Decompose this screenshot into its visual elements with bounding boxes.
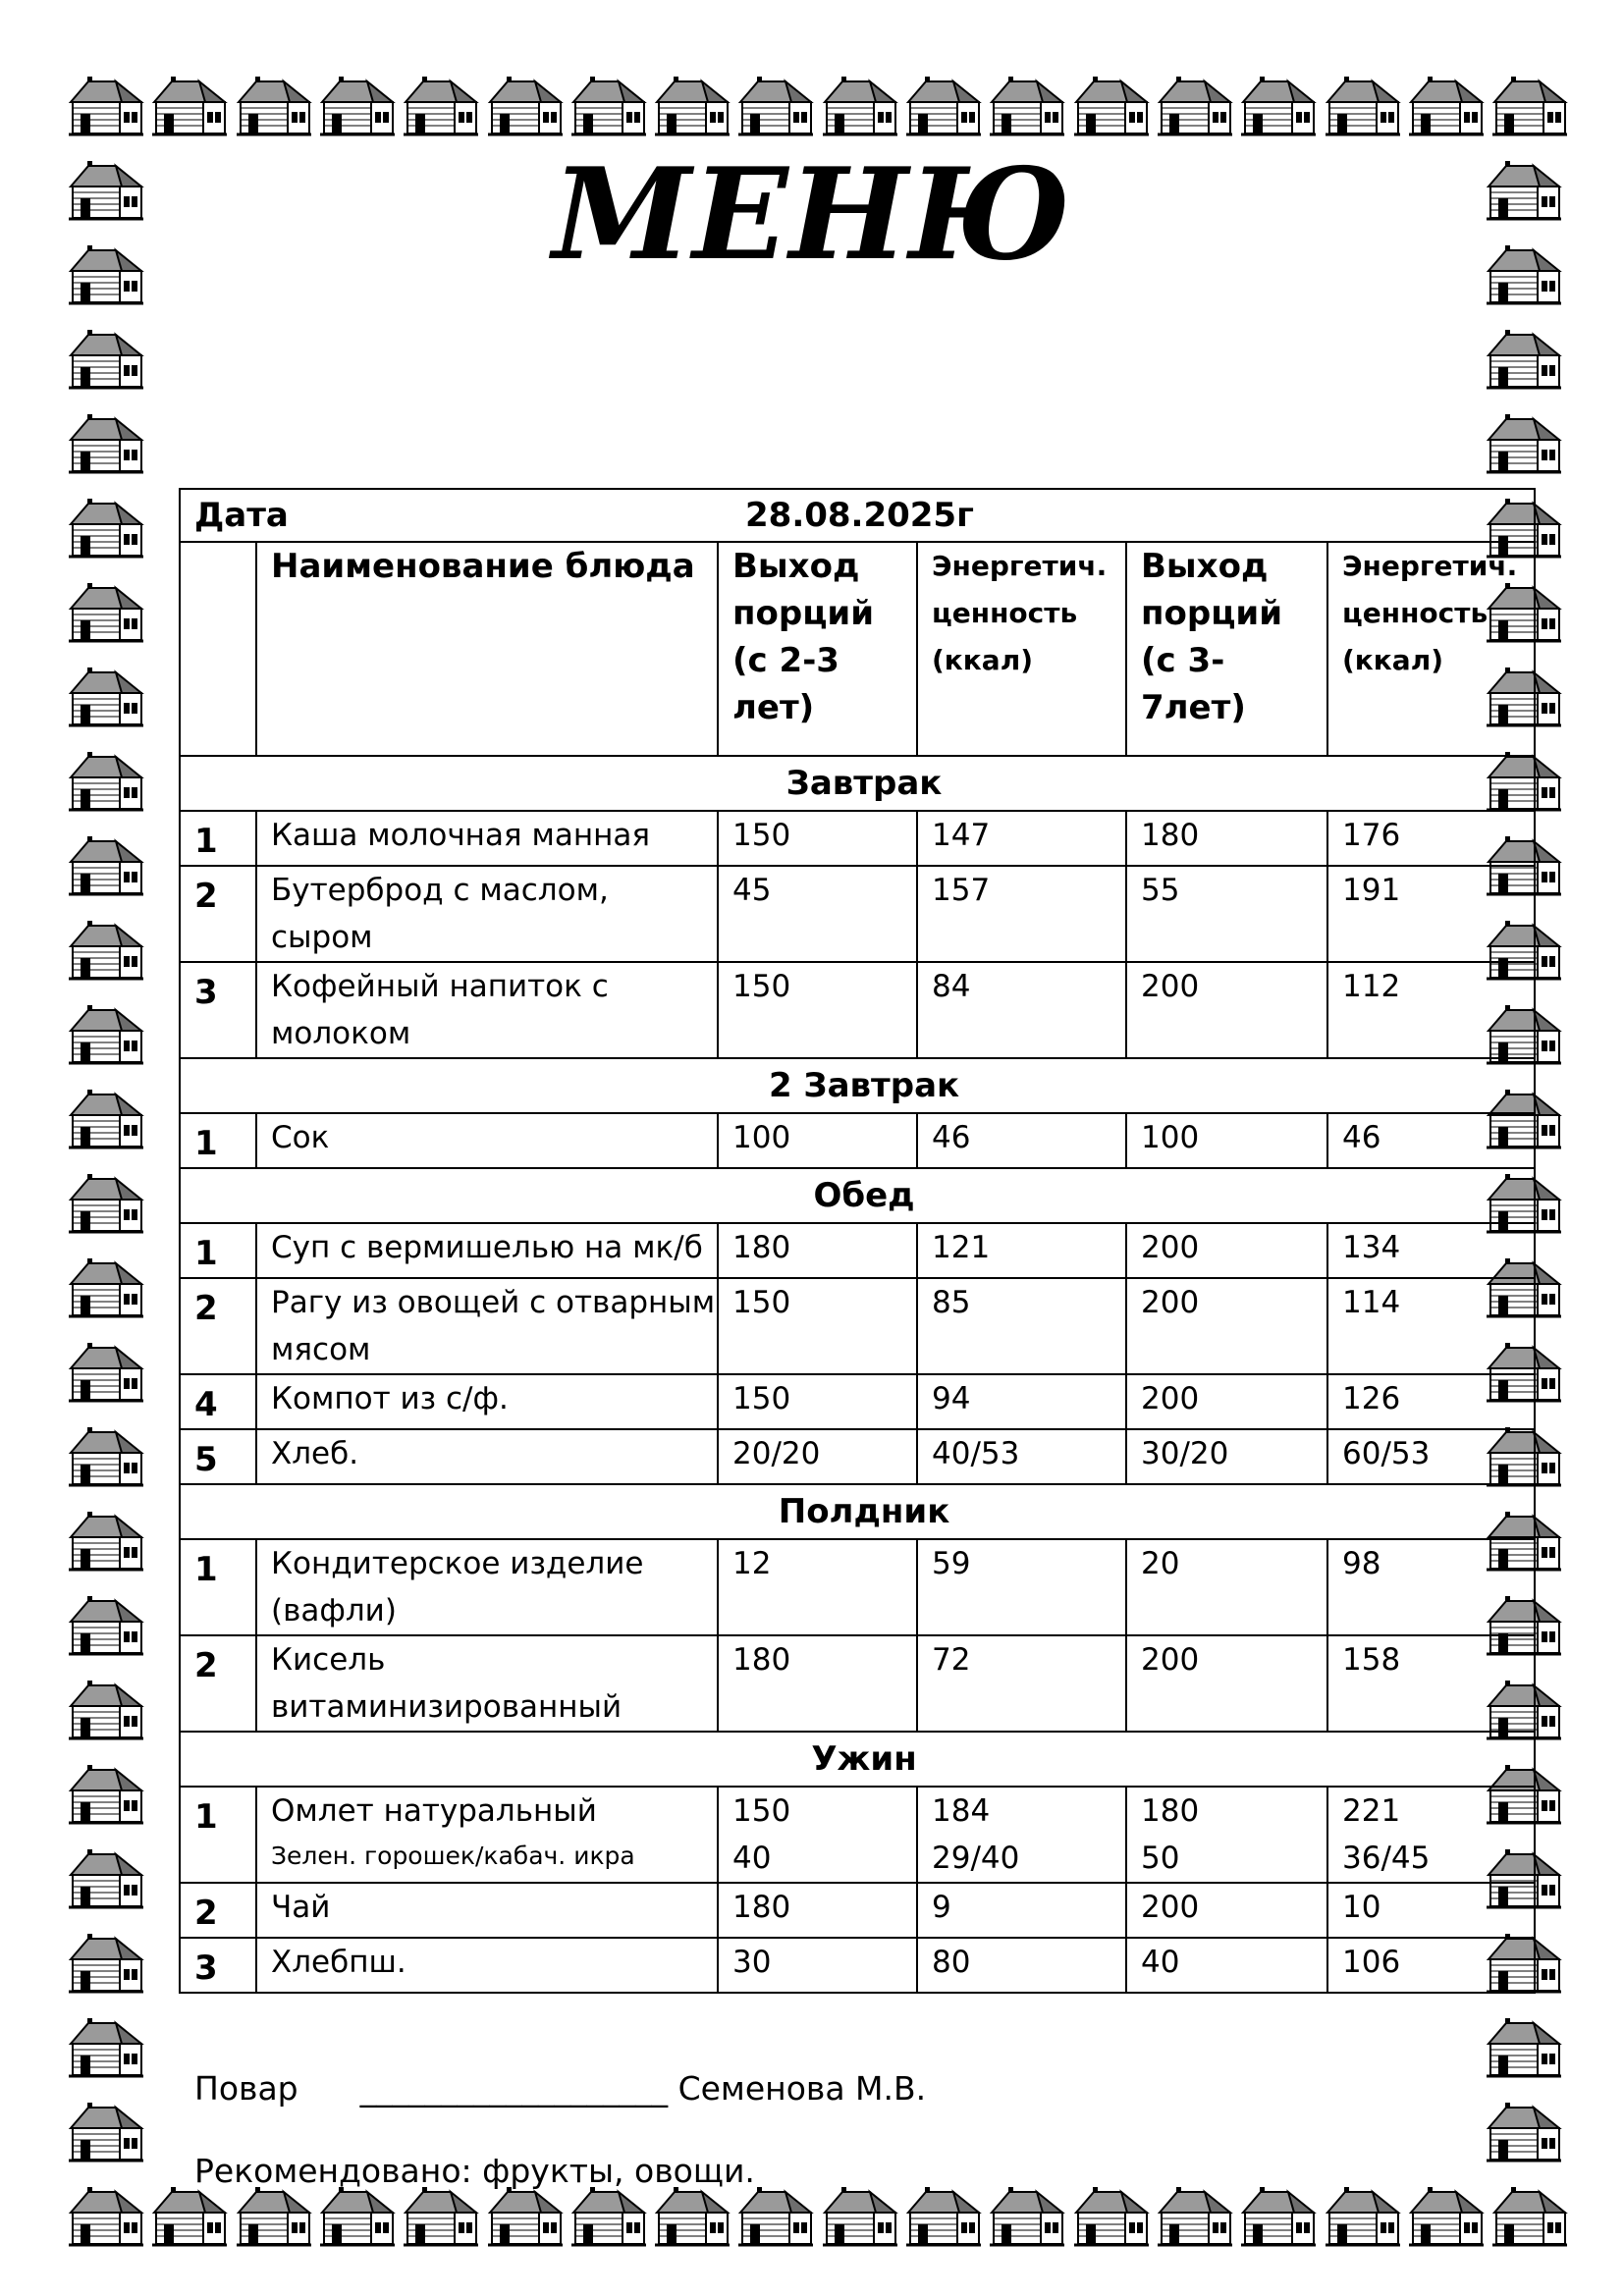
energy-young-cell <box>917 1278 1126 1374</box>
header-number <box>180 542 256 756</box>
date-label: Дата <box>180 489 718 542</box>
dish-number: 5 <box>180 1429 256 1484</box>
energy-old: 46 <box>1342 1120 1381 1155</box>
energy-young: 121 <box>932 1230 991 1265</box>
header-yield-young: Выход порций (с 2-3 лет) <box>718 542 917 756</box>
section-title: Полдник <box>180 1484 1535 1539</box>
energy-young-cell <box>917 1938 1126 1993</box>
energy-old-cell <box>1327 1883 1535 1938</box>
energy-old: 158 <box>1342 1642 1401 1678</box>
energy-old-cell <box>1327 1223 1535 1278</box>
house-icon <box>1407 75 1486 137</box>
dish-number: 1 <box>180 1787 256 1883</box>
yield-old-cell <box>1126 1787 1327 1883</box>
energy-young-cell <box>917 1113 1126 1168</box>
house-icon <box>67 1172 145 1235</box>
house-icon <box>1239 75 1318 137</box>
dish-number: 2 <box>180 1883 256 1938</box>
house-icon <box>67 412 145 475</box>
yield-old-cell <box>1126 1539 1327 1635</box>
house-icon <box>67 666 145 728</box>
energy-young: 40/53 <box>932 1436 1020 1471</box>
yield-young: 180 <box>732 1230 791 1265</box>
cook-signature-line: ___________________ <box>359 2069 669 2108</box>
dish-name: Бутерброд с маслом, сыром <box>271 873 609 955</box>
energy-young-cell <box>917 1374 1126 1429</box>
house-icon <box>821 75 899 137</box>
house-icon <box>1485 412 1563 475</box>
yield-young-cell <box>718 1113 917 1168</box>
dish-number: 2 <box>180 866 256 962</box>
house-icon <box>67 1932 145 1995</box>
yield-young: 20/20 <box>732 1436 821 1471</box>
energy-old: 176 <box>1342 818 1401 853</box>
section-row <box>180 1732 1535 1787</box>
house-icon <box>1239 2185 1318 2248</box>
house-icon <box>318 2185 397 2248</box>
dish-name-cell <box>256 1374 718 1429</box>
energy-old: 60/53 <box>1342 1436 1431 1471</box>
energy-old-extra: 36/45 <box>1342 1841 1431 1876</box>
section-title: 2 Завтрак <box>180 1058 1535 1113</box>
energy-young-cell <box>917 1429 1126 1484</box>
section-title: Ужин <box>180 1732 1535 1787</box>
energy-young-cell <box>917 1787 1126 1883</box>
energy-old: 10 <box>1342 1890 1381 1925</box>
dish-number: 2 <box>180 1278 256 1374</box>
energy-young: 72 <box>932 1642 971 1678</box>
energy-young-cell <box>917 866 1126 962</box>
dish-number: 3 <box>180 962 256 1058</box>
energy-old-cell <box>1327 866 1535 962</box>
date-row <box>180 489 1535 542</box>
dish-name: Омлет натуральный <box>271 1793 597 1829</box>
yield-old: 40 <box>1141 1945 1180 1980</box>
energy-old: 98 <box>1342 1546 1381 1581</box>
yield-young: 150 <box>732 818 791 853</box>
dish-row <box>180 1883 1535 1938</box>
menu-table <box>179 488 1536 1994</box>
dish-name-cell <box>256 1539 718 1635</box>
energy-young: 80 <box>932 1945 971 1980</box>
house-icon <box>67 75 145 137</box>
dish-name: Каша молочная манная <box>271 818 651 853</box>
dish-name-cell <box>256 866 718 962</box>
house-icon <box>569 75 648 137</box>
yield-young: 45 <box>732 873 772 908</box>
house-icon <box>1407 2185 1486 2248</box>
dish-name: Хлеб. <box>271 1436 359 1471</box>
dish-name-cell <box>256 1223 718 1278</box>
yield-young-cell <box>718 1883 917 1938</box>
house-icon <box>569 2185 648 2248</box>
house-icon <box>1156 75 1234 137</box>
dish-name-cell <box>256 1938 718 1993</box>
energy-old-cell <box>1327 1539 1535 1635</box>
yield-old-cell <box>1126 1938 1327 1993</box>
dish-name: Компот из с/ф. <box>271 1381 509 1416</box>
yield-young: 30 <box>732 1945 772 1980</box>
energy-young: 147 <box>932 818 991 853</box>
yield-old: 100 <box>1141 1120 1200 1155</box>
yield-old-cell <box>1126 1278 1327 1374</box>
energy-old-cell <box>1327 1113 1535 1168</box>
energy-young-cell <box>917 811 1126 866</box>
house-icon <box>67 2016 145 2079</box>
dish-number: 4 <box>180 1374 256 1429</box>
house-icon <box>67 1003 145 1066</box>
energy-old: 126 <box>1342 1381 1401 1416</box>
house-icon <box>736 75 815 137</box>
dish-name-cell <box>256 1883 718 1938</box>
yield-young-cell <box>718 1278 917 1374</box>
recommendation-note: Рекомендовано: фрукты, овощи. <box>194 2152 755 2190</box>
yield-young: 150 <box>732 1381 791 1416</box>
dish-name: Кофейный напиток с молоком <box>271 969 609 1051</box>
dish-name-cell <box>256 1278 718 1374</box>
section-row <box>180 756 1535 811</box>
energy-young: 157 <box>932 873 991 908</box>
energy-young: 84 <box>932 969 971 1004</box>
energy-old: 221 <box>1342 1793 1401 1829</box>
yield-old-cell <box>1126 1113 1327 1168</box>
energy-old-cell <box>1327 1374 1535 1429</box>
dish-name-cell <box>256 1787 718 1883</box>
header-energy-old: Энергетич. ценность (ккал) <box>1327 542 1535 756</box>
house-icon <box>235 75 313 137</box>
yield-young: 12 <box>732 1546 772 1581</box>
yield-old-cell <box>1126 811 1327 866</box>
dish-name-cell <box>256 1635 718 1732</box>
section-title: Завтрак <box>180 756 1535 811</box>
cook-name: Семенова М.В. <box>677 2069 927 2108</box>
yield-old-cell <box>1126 1374 1327 1429</box>
house-icon <box>67 1341 145 1404</box>
house-icon <box>486 2185 565 2248</box>
section-title: Обед <box>180 1168 1535 1223</box>
house-icon <box>67 2101 145 2163</box>
house-icon <box>67 750 145 813</box>
house-icon <box>318 75 397 137</box>
section-row <box>180 1484 1535 1539</box>
page-title: МЕНЮ <box>552 141 1072 289</box>
house-icon <box>1072 2185 1151 2248</box>
house-icon <box>821 2185 899 2248</box>
yield-old-cell <box>1126 1883 1327 1938</box>
house-icon <box>67 1847 145 1910</box>
energy-old-cell <box>1327 1938 1535 1993</box>
energy-young-extra: 29/40 <box>932 1841 1020 1876</box>
house-icon <box>150 2185 229 2248</box>
yield-old: 20 <box>1141 1546 1180 1581</box>
house-icon <box>1156 2185 1234 2248</box>
energy-young: 85 <box>932 1285 971 1320</box>
yield-young-cell <box>718 866 917 962</box>
house-icon <box>150 75 229 137</box>
house-icon <box>736 2185 815 2248</box>
house-icon <box>67 1679 145 1741</box>
dish-name: Хлебпш. <box>271 1945 406 1980</box>
house-icon <box>67 328 145 391</box>
dish-row <box>180 1278 1535 1374</box>
energy-young: 59 <box>932 1546 971 1581</box>
house-icon <box>1490 75 1569 137</box>
house-icon <box>67 1425 145 1488</box>
dish-row <box>180 962 1535 1058</box>
energy-young-cell <box>917 1635 1126 1732</box>
dish-name: Чай <box>271 1890 331 1925</box>
energy-old: 112 <box>1342 969 1401 1004</box>
yield-young-cell <box>718 811 917 866</box>
dish-row <box>180 866 1535 962</box>
yield-young-cell <box>718 962 917 1058</box>
house-icon <box>67 1594 145 1657</box>
house-icon <box>67 834 145 897</box>
energy-young: 184 <box>932 1793 991 1829</box>
dish-name-cell <box>256 962 718 1058</box>
dish-number: 1 <box>180 811 256 866</box>
yield-old-cell <box>1126 1635 1327 1732</box>
energy-young-cell <box>917 1883 1126 1938</box>
house-icon <box>1324 2185 1402 2248</box>
dish-name-cell <box>256 1113 718 1168</box>
yield-young: 180 <box>732 1642 791 1678</box>
energy-old-cell <box>1327 962 1535 1058</box>
house-icon <box>653 75 731 137</box>
energy-old: 191 <box>1342 873 1401 908</box>
energy-young: 46 <box>932 1120 971 1155</box>
header-row <box>180 542 1535 756</box>
cook-signature <box>194 2069 926 2108</box>
house-icon <box>1324 75 1402 137</box>
yield-old: 30/20 <box>1141 1436 1229 1471</box>
yield-young: 180 <box>732 1890 791 1925</box>
energy-old-cell <box>1327 1429 1535 1484</box>
house-icon <box>904 75 983 137</box>
dish-name-cell <box>256 811 718 866</box>
date-value: 28.08.2025г <box>718 489 1535 542</box>
dish-name-cell <box>256 1429 718 1484</box>
house-icon <box>1485 2016 1563 2079</box>
yield-old-cell <box>1126 962 1327 1058</box>
section-row <box>180 1058 1535 1113</box>
house-icon <box>486 75 565 137</box>
yield-young-cell <box>718 1223 917 1278</box>
dish-row <box>180 1223 1535 1278</box>
energy-young: 9 <box>932 1890 951 1925</box>
header-dish: Наименование блюда <box>256 542 718 756</box>
energy-young-cell <box>917 1539 1126 1635</box>
yield-old-cell <box>1126 866 1327 962</box>
dish-row <box>180 1113 1535 1168</box>
dish-row <box>180 1374 1535 1429</box>
house-icon <box>67 1763 145 1826</box>
house-icon <box>67 919 145 982</box>
house-icon <box>904 2185 983 2248</box>
yield-old: 200 <box>1141 1642 1200 1678</box>
yield-old: 180 <box>1141 1793 1200 1829</box>
dish-number: 2 <box>180 1635 256 1732</box>
house-icon <box>402 2185 480 2248</box>
yield-young: 150 <box>732 969 791 1004</box>
dish-number: 1 <box>180 1539 256 1635</box>
yield-young: 150 <box>732 1285 791 1320</box>
dish-row <box>180 1635 1535 1732</box>
energy-old: 106 <box>1342 1945 1401 1980</box>
house-icon <box>67 1510 145 1573</box>
house-icon <box>988 2185 1066 2248</box>
dish-name: Кисель витаминизированный <box>271 1642 623 1725</box>
house-icon <box>67 1088 145 1150</box>
energy-old-cell <box>1327 1787 1535 1883</box>
house-icon <box>1490 2185 1569 2248</box>
energy-old: 134 <box>1342 1230 1401 1265</box>
dish-row <box>180 1787 1535 1883</box>
header-energy-young: Энергетич. ценность (ккал) <box>917 542 1126 756</box>
house-icon <box>235 2185 313 2248</box>
energy-old: 114 <box>1342 1285 1401 1320</box>
yield-young-cell <box>718 1374 917 1429</box>
energy-young-cell <box>917 962 1126 1058</box>
dish-name: Рагу из овощей с отварным мясом <box>271 1285 716 1367</box>
house-icon <box>402 75 480 137</box>
dish-name: Кондитерское изделие (вафли) <box>271 1546 644 1629</box>
yield-young-cell <box>718 1429 917 1484</box>
energy-young: 94 <box>932 1381 971 1416</box>
yield-old: 200 <box>1141 1381 1200 1416</box>
yield-old: 180 <box>1141 818 1200 853</box>
energy-old-cell <box>1327 1635 1535 1732</box>
house-icon <box>67 497 145 560</box>
dish-number: 3 <box>180 1938 256 1993</box>
dish-row <box>180 1539 1535 1635</box>
dish-number: 1 <box>180 1113 256 1168</box>
yield-young: 150 <box>732 1793 791 1829</box>
yield-young-cell <box>718 1787 917 1883</box>
yield-old: 55 <box>1141 873 1180 908</box>
yield-young-extra: 40 <box>732 1841 772 1876</box>
energy-young-cell <box>917 1223 1126 1278</box>
house-icon <box>67 1256 145 1319</box>
yield-old-cell <box>1126 1429 1327 1484</box>
house-icon <box>1485 328 1563 391</box>
dish-row <box>180 811 1535 866</box>
energy-old-cell <box>1327 811 1535 866</box>
cook-label: Повар <box>194 2069 298 2108</box>
yield-young: 100 <box>732 1120 791 1155</box>
yield-young-cell <box>718 1539 917 1635</box>
yield-young-cell <box>718 1938 917 1993</box>
yield-old: 200 <box>1141 1285 1200 1320</box>
energy-old-cell <box>1327 1278 1535 1374</box>
yield-old: 200 <box>1141 1230 1200 1265</box>
dish-number: 1 <box>180 1223 256 1278</box>
house-icon <box>67 581 145 644</box>
yield-old-extra: 50 <box>1141 1841 1180 1876</box>
dish-subname: Зелен. горошек/кабач. икра <box>271 1842 635 1870</box>
house-icon <box>1485 2101 1563 2163</box>
dish-row <box>180 1938 1535 1993</box>
yield-old: 200 <box>1141 1890 1200 1925</box>
yield-old-cell <box>1126 1223 1327 1278</box>
dish-name: Суп с вермишелью на мк/б <box>271 1230 703 1265</box>
house-icon <box>1072 75 1151 137</box>
yield-old: 200 <box>1141 969 1200 1004</box>
house-icon <box>988 75 1066 137</box>
dish-row <box>180 1429 1535 1484</box>
house-icon <box>653 2185 731 2248</box>
house-icon <box>67 2185 145 2248</box>
section-row <box>180 1168 1535 1223</box>
yield-young-cell <box>718 1635 917 1732</box>
dish-name: Сок <box>271 1120 330 1155</box>
header-yield-old: Выход порций (с 3-7лет) <box>1126 542 1327 756</box>
